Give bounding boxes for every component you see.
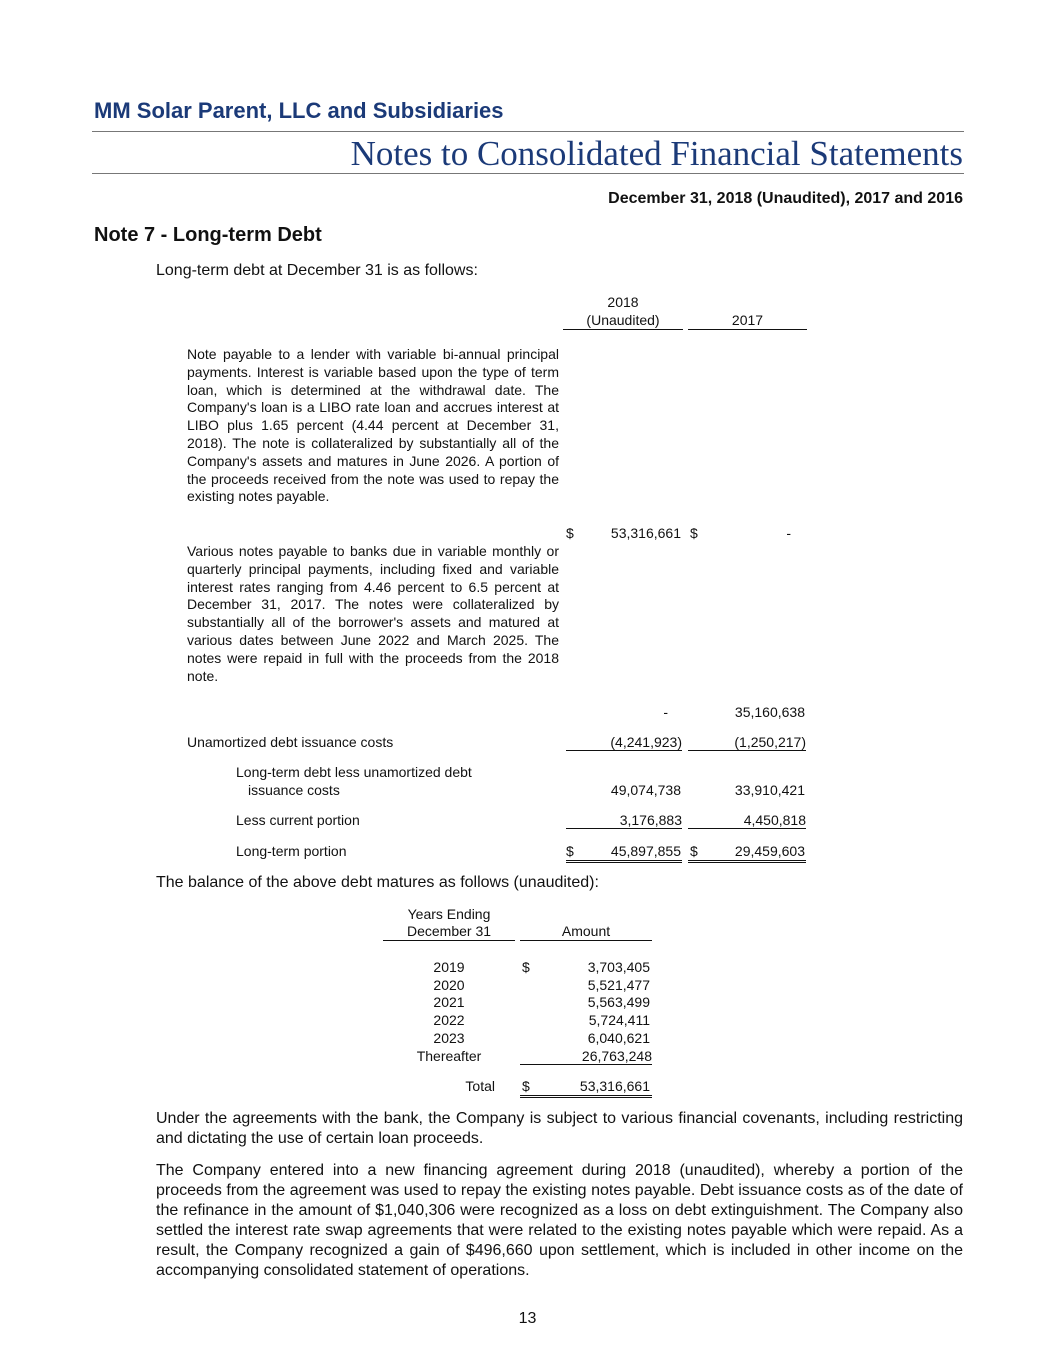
row4-value-2018: 49,074,738 bbox=[610, 782, 681, 798]
row1-value-2018: 53,316,661 bbox=[610, 525, 681, 541]
row-label-long-term-portion: Long-term portion bbox=[236, 843, 347, 859]
maturity-amount: 5,521,477 bbox=[587, 977, 650, 993]
maturities-total-cell bbox=[520, 1078, 652, 1098]
maturity-year: 2019 bbox=[433, 959, 465, 975]
maturities-col-amount-underline bbox=[520, 940, 652, 941]
row1-currency-2017: $ bbox=[690, 525, 698, 541]
row6-currency-2018: $ bbox=[566, 843, 574, 859]
maturity-amount: 5,563,499 bbox=[587, 994, 650, 1010]
maturity-amount: 26,763,248 bbox=[520, 1048, 652, 1065]
reporting-period: December 31, 2018 (Unaudited), 2017 and 2016 bbox=[608, 190, 963, 207]
col-header-2017: 2017 bbox=[731, 312, 764, 328]
maturity-year: 2023 bbox=[433, 1030, 465, 1046]
note-title: Note 7 - Long-term Debt bbox=[94, 224, 322, 246]
maturities-col-year-underline bbox=[383, 940, 515, 941]
document-title: Notes to Consolidated Financial Statements bbox=[350, 134, 963, 173]
maturities-currency: $ bbox=[522, 959, 530, 975]
row1-value-2017: - bbox=[786, 525, 791, 541]
row4-value-2017: 33,910,421 bbox=[734, 782, 805, 798]
header-divider-bottom bbox=[92, 173, 964, 174]
maturities-total-currency: $ bbox=[522, 1078, 530, 1094]
maturities-col-year-line2: December 31 bbox=[406, 923, 492, 939]
maturities-total-amount: 53,316,661 bbox=[579, 1078, 650, 1094]
note-intro: Long-term debt at December 31 is as follows: bbox=[156, 262, 478, 279]
maturities-col-amount: Amount bbox=[561, 923, 611, 939]
maturity-amount: 5,724,411 bbox=[588, 1012, 650, 1028]
row2-value-2017: 35,160,638 bbox=[734, 704, 805, 720]
row6-value-2017: 29,459,603 bbox=[734, 843, 805, 859]
page-number: 13 bbox=[518, 1310, 537, 1327]
row-label-unamortized-costs: Unamortized debt issuance costs bbox=[187, 734, 394, 750]
row3-value-2017: (1,250,217) bbox=[688, 734, 806, 751]
row-label-net-debt-line1: Long-term debt less unamortized debt bbox=[236, 764, 472, 780]
header-divider-top bbox=[92, 131, 964, 132]
row6-2017-cell bbox=[688, 843, 806, 863]
maturity-year: 2020 bbox=[433, 977, 465, 993]
row6-currency-2017: $ bbox=[690, 843, 698, 859]
maturity-year: 2021 bbox=[433, 994, 465, 1010]
maturities-total-label: Total bbox=[465, 1078, 495, 1094]
maturities-intro: The balance of the above debt matures as follows (unaudited): bbox=[156, 874, 599, 891]
row5-value-2017: 4,450,818 bbox=[688, 812, 806, 829]
col-header-2018-underline bbox=[563, 329, 683, 330]
row-label-net-debt-line2: issuance costs bbox=[248, 782, 340, 798]
col-header-2018-year: 2018 bbox=[607, 294, 639, 310]
row3-value-2018: (4,241,923) bbox=[566, 734, 682, 751]
row5-value-2018: 3,176,883 bbox=[566, 812, 682, 829]
maturity-amount: 3,703,405 bbox=[587, 959, 650, 975]
row-label-various-notes-banks: Various notes payable to banks due in variable monthly or quarterly principal payments, including fixed and variable interest rates ranging from 4.46 percent to 6.5 percent at December 31, 2017. The notes were collateralized by substantially all of the borrower's assets and matured at various dates between June 2022 and March 2025. The notes were repaid in full with the proceeds from the 2018 note. bbox=[187, 543, 559, 684]
row6-value-2018: 45,897,855 bbox=[610, 843, 681, 859]
col-header-2018-unaudited: (Unaudited) bbox=[586, 312, 660, 328]
row-label-note-payable-lender: Note payable to a lender with variable bi-annual principal payments. Interest is variable based upon the type of term loan, which is determined at the withdrawal date. The Company's loan is a LIBO rate loan and accrues interest at LIBO plus 1.65 percent (4.44 percent at December 31, 2018). The note is collateralized by substantially all of the Company's assets and matures in June 2026. A portion of the proceeds received from the note was used to repay the existing notes payable. bbox=[187, 346, 559, 505]
row-label-current-portion: Less current portion bbox=[236, 812, 360, 828]
row2-value-2018: - bbox=[663, 704, 668, 720]
col-header-2017-underline bbox=[688, 329, 807, 330]
covenants-paragraph: Under the agreements with the bank, the Company is subject to various financial covenants, including restricting and dictating the use of certain loan proceeds. bbox=[156, 1110, 963, 1147]
maturity-year: Thereafter bbox=[416, 1048, 482, 1064]
refinancing-paragraph: The Company entered into a new financing agreement during 2018 (unaudited), whereby a portion of the proceeds from the agreement was used to repay the existing notes payable. Debt issuance costs as of the date of the refinance in the amount of $1,040,306 were recognized as a loss on debt extinguishment. The Company also settled the interest rate swap agreements that were related to the existing notes payable which were repaid. As a result, the Company recognized a gain of $496,660 upon settlement, which is included in other income on the accompanying consolidated statement of operations. bbox=[156, 1162, 963, 1279]
maturity-amount: 6,040,621 bbox=[587, 1030, 650, 1046]
company-name: MM Solar Parent, LLC and Subsidiaries bbox=[94, 98, 504, 123]
maturity-year: 2022 bbox=[433, 1012, 465, 1028]
row1-currency-2018: $ bbox=[566, 525, 574, 541]
maturities-col-year-line1: Years Ending bbox=[407, 906, 491, 922]
row6-2018-cell bbox=[566, 843, 682, 863]
